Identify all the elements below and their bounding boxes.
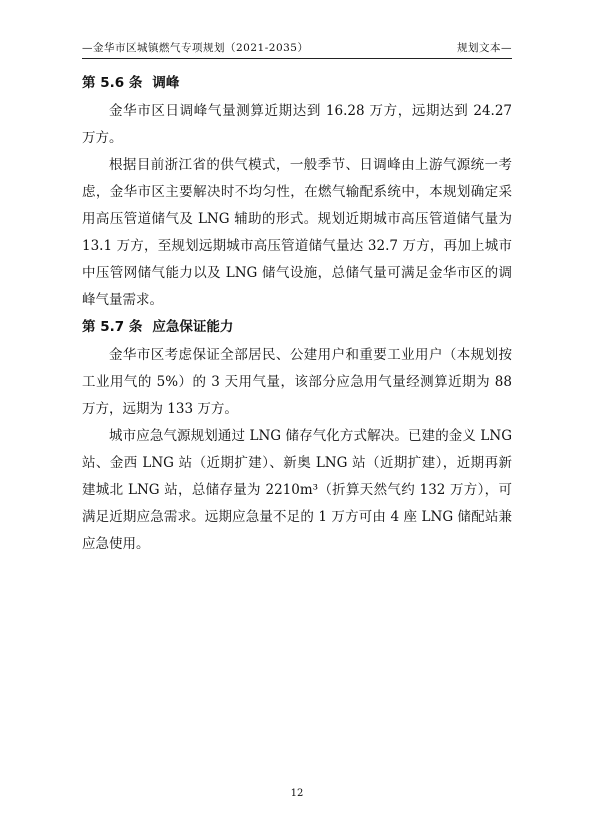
section-title: 调峰 [152,75,180,91]
paragraph: 金华市区考虑保证全部居民、公建用户和重要工业用户（本规划按工业用气的 5%）的 3 天用气量，该部分应急用气量经测算近期为 88 万方，远期为 133 万方。 [82,347,512,417]
section-heading [82,316,512,338]
paragraph: 根据目前浙江省的供气模式，一般季节、日调峰由上游气源统一考虑，金华市区主要解决时不均匀性，在燃气输配系统中，本规划确定采用高压管道储气及 LNG 辅助的形式。规划近期城市高压管道储气量为 13.1 万方，至规划远期城市高压管道储气量达 32.7 万方，再加上城市中压管网储气能力以及 LNG 储气设施，总储气量可满足金华市区的调峰气量需求。 [82,157,512,308]
section-title: 应急保证能力 [152,319,234,335]
page-footer [0,788,594,799]
paragraph: 金华市区日调峰气量测算近期达到 16.28 万方，远期达到 24.27 万方。 [82,103,512,146]
page-header [82,36,512,59]
section-number: 第 5.6 条 [82,75,143,91]
section-heading [82,72,512,94]
paragraph: 城市应急气源规划通过 LNG 储存气化方式解决。已建的金义 LNG 站、金西 LNG 站（近期扩建）、新奥 LNG 站（近期扩建），近期再新建城北 LNG 站，总储存量为 2210m³（折算天然气约 132 万方），可满足近期应急需求。远期应急量不足的 1 万方可由 4 座 LNG 储配站兼应急使用。 [82,428,512,552]
section-5-6 [82,72,512,314]
document-type: 规划文本— [457,42,512,54]
section-5-7 [82,316,512,558]
page-number: 12 [290,788,304,799]
document-title: —金华市区城镇燃气专项规划（2021-2035） [82,42,309,54]
section-number: 第 5.7 条 [82,319,143,335]
page-content [82,72,512,558]
